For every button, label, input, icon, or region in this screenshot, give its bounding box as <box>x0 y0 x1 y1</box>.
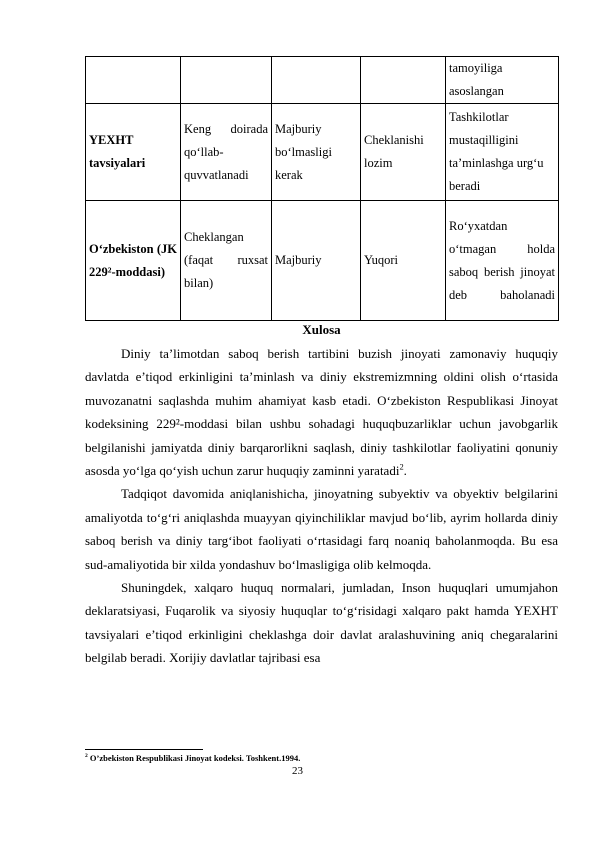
footnote-reference[interactable]: 2 <box>399 461 404 472</box>
table-cell: Majburiy <box>272 201 361 321</box>
page-number: 23 <box>292 765 303 777</box>
paragraph: Tadqiqot davomida aniqlanishicha, jinoyatning subyektiv va obyektiv belgilarini amaliyotda to‘g‘ri aniqlashda muayyan qiyinchiliklar mavjud bo‘lib, ayrim hollarda diniy saboq berish va diniy targ‘ibot faoliyati o‘rtasidagi farq noaniq baholanmoqda. Bu esa sud-amaliyotida bir xilda yondashuv bo‘lmasligiga olib kelmoqda. <box>85 486 558 572</box>
footnote: $^2$ O’zbekiston Respublikasi Jinoyat kodeksi. Toshkent.1994. <box>85 753 301 763</box>
table-cell: Yuqori <box>361 201 446 321</box>
section-title: Xulosa <box>302 322 341 337</box>
table-cell <box>181 57 272 104</box>
table-cell: Majburiy bo‘lmasligi kerak <box>272 104 361 201</box>
comparison-table <box>85 56 559 321</box>
table-cell: O‘zbekiston (JK 229²-moddasi) <box>86 201 181 321</box>
table-row <box>86 201 559 321</box>
table-cell: Cheklangan (faqat ruxsat bilan) <box>181 201 272 321</box>
table-row <box>86 104 559 201</box>
table-cell: Ro‘yxatdan o‘tmagan holda saboq berish jinoyat deb baholanadi <box>446 201 559 321</box>
table-cell: Tashkilotlar mustaqilligini ta’minlashga urg‘u beradi <box>446 104 559 201</box>
table-cell: tamoyiliga asoslangan <box>446 57 559 104</box>
table-cell <box>86 57 181 104</box>
paragraph: Diniy ta’limotdan saboq berish tartibini buzish jinoyati zamonaviy huquqiy davlatda e’tiqod erkinligini ta’minlash va diniy ekstremizmning oldini olish o‘rtasida muvozanatni saqlashda muhim ahamiyat kasb etadi. O‘zbekiston Respublikasi Jinoyat kodeksining 229²-moddasi bilan ushbu sohadagi huquqbuzarliklar uchun javobgarlik belgilanishi jamiyatda diniy barqarorlikni saqlash, diniy tashkilotlar faoliyatini qonuniy asosda yo‘lga qo‘yish uchun zarur huquqiy zaminni yaratadi$^2$. <box>85 346 558 479</box>
table-cell: YEXHT tavsiyalari <box>86 104 181 201</box>
table-cell: Keng doirada qo‘llab-quvvatlanadi <box>181 104 272 201</box>
footnote-divider <box>85 749 203 750</box>
body-text <box>85 342 558 670</box>
table-cell <box>272 57 361 104</box>
paragraph: Shuningdek, xalqaro huquq normalari, jumladan, Inson huquqlari umumjahon deklaratsiyasi, Fuqarolik va siyosiy huquqlar to‘g‘risidagi xalqaro pakt hamda YEXHT tavsiyalari e’tiqod erkinligini cheklashga doir davlat aralashuvining aniq chegaralarini belgilab beradi. Xorijiy davlatlar tajribasi esa <box>85 580 558 666</box>
table-row <box>86 57 559 104</box>
table-cell: Cheklanishi lozim <box>361 104 446 201</box>
table-cell <box>361 57 446 104</box>
